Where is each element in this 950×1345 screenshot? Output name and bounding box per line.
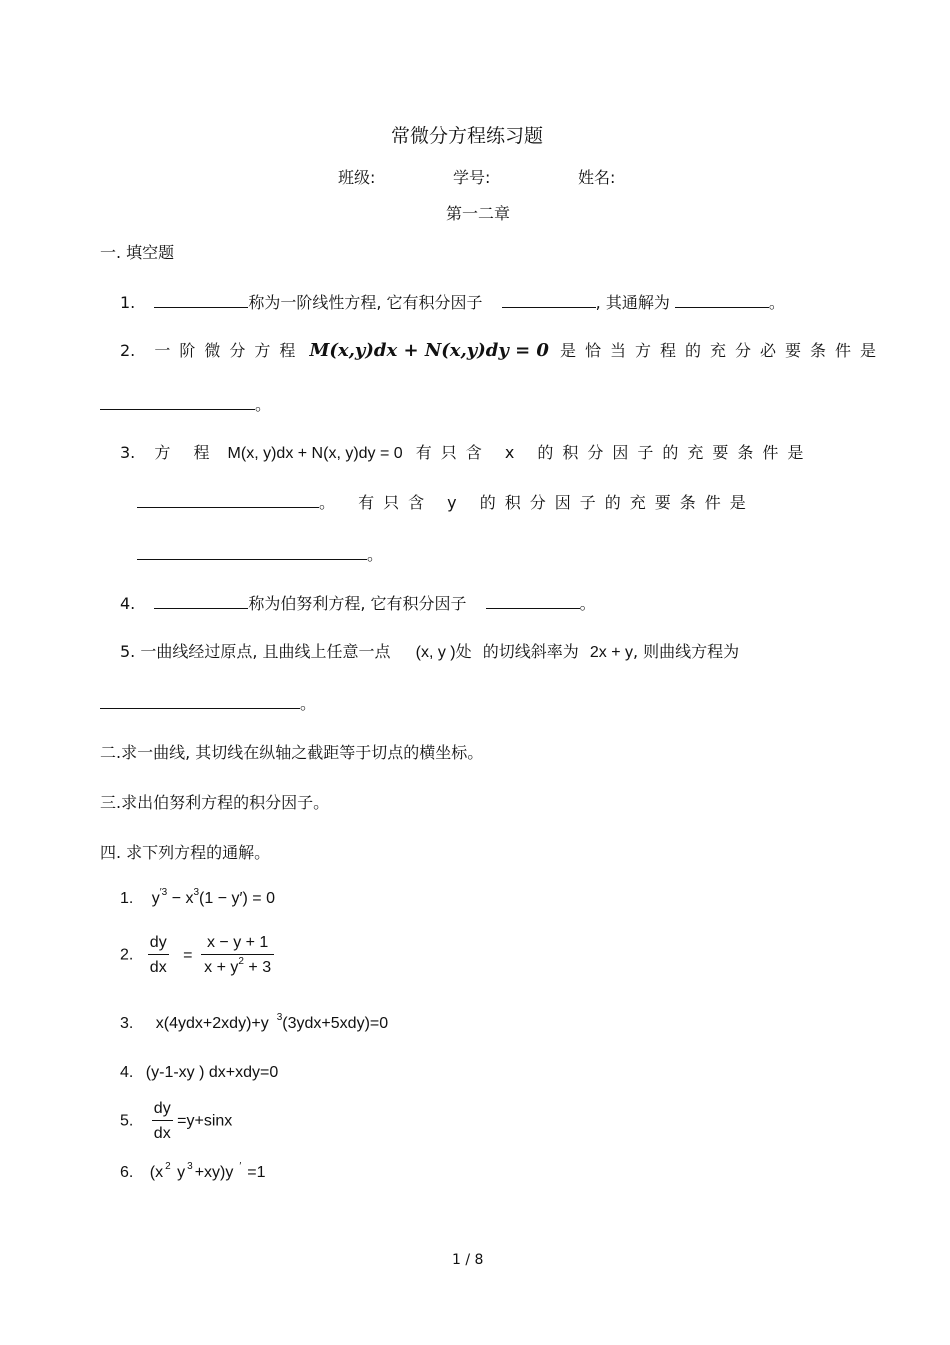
fraction-denominator: dx (149, 959, 167, 976)
question-1-1 (120, 290, 785, 313)
superscript: 2 (165, 1161, 171, 1172)
question-number: 4. (120, 594, 136, 613)
section-3-question: 三.求出伯努利方程的积分因子。 (100, 793, 330, 812)
question-text: , 其通解为 (595, 293, 670, 312)
problem-number: 4. (120, 1064, 134, 1081)
problem-number: 5. (120, 1112, 134, 1130)
math-term: − x (171, 890, 194, 907)
answer-blank (154, 290, 248, 308)
math-term: =1 (247, 1164, 266, 1181)
derivative-fraction (148, 934, 169, 977)
answer-blank (675, 290, 769, 308)
chapter-heading: 第一二章 (446, 204, 511, 223)
class-label: 班级: (338, 168, 376, 187)
question-1-3 (120, 440, 812, 463)
fraction-denominator: dx (153, 1125, 171, 1142)
question-number: 5. (120, 642, 136, 661)
page-number: 1 / 8 (452, 1252, 484, 1268)
superscript: 3 (187, 1161, 193, 1172)
math-term: (y-1-xy ) dx+xdy=0 (145, 1064, 279, 1081)
answer-blank (100, 392, 255, 410)
question-text: 处 (455, 642, 472, 661)
problem-number: 1. (120, 890, 134, 907)
problem-4-1 (120, 887, 275, 908)
math-term: x + y (204, 959, 239, 976)
superscript: 3 (276, 1012, 283, 1023)
answer-blank (502, 290, 596, 308)
question-text: 称为一阶线性方程, 它有积分因子 (248, 293, 483, 312)
question-text: 的切线斜率为 (482, 642, 579, 661)
section-1-heading: 一. 填空题 (100, 243, 175, 262)
question-1-2 (120, 338, 885, 361)
question-end: 。 (255, 395, 272, 414)
question-end: 。 (367, 545, 384, 564)
rhs-fraction (201, 934, 274, 977)
point-formula: (x, y ) (415, 644, 456, 661)
question-number: 1. (120, 293, 136, 312)
page-title: 常微分方程练习题 (391, 125, 544, 147)
fraction-numerator: x − y + 1 (201, 934, 274, 955)
math-term: x(4ydx+2xdy)+y (155, 1015, 269, 1032)
answer-blank (486, 591, 580, 609)
question-1-5 (120, 639, 739, 662)
superscript: 2 (238, 956, 244, 967)
answer-line-1-2 (100, 392, 271, 415)
math-term: y (151, 890, 160, 907)
question-1-3-cont (137, 490, 755, 513)
answer-line-1-5 (100, 691, 316, 714)
problem-number: 6. (120, 1164, 134, 1181)
exact-equation-formula: M(x,y)dx + N(x,y)dy = 0 (309, 340, 549, 361)
answer-blank (154, 591, 248, 609)
math-term: y (177, 1164, 186, 1181)
math-term: +xy)y (194, 1164, 234, 1181)
problem-4-6 (120, 1161, 266, 1182)
section-2-question: 二.求一曲线, 其切线在纵轴之截距等于切点的横坐标。 (100, 743, 484, 762)
section-4-heading: 四. 求下列方程的通解。 (100, 843, 271, 862)
problem-number: 2. (120, 946, 134, 964)
superscript: ′3 (159, 887, 168, 898)
question-text: 是恰当方程的充分必要条件是 (560, 341, 886, 360)
problem-4-4 (120, 1064, 278, 1082)
answer-blank (137, 490, 319, 508)
answer-blank (100, 691, 300, 709)
question-end: 。 (579, 594, 596, 613)
fraction-numerator: dy (148, 934, 169, 955)
question-text: , 则曲线方程为 (633, 642, 740, 661)
question-end: 。 (300, 694, 317, 713)
slope-formula: 2x + y (589, 644, 633, 661)
name-label: 姓名: (578, 168, 616, 187)
answer-blank (137, 542, 367, 560)
fraction-numerator: dy (152, 1100, 173, 1121)
question-text: 。 有只含 y 的积分因子的充要条件是 (319, 493, 755, 512)
question-text: 称为伯努利方程, 它有积分因子 (248, 594, 467, 613)
derivative-fraction (152, 1100, 173, 1143)
student-id-label: 学号: (453, 168, 491, 187)
question-end: 。 (768, 293, 785, 312)
math-term: (1 − y′) = 0 (199, 890, 275, 907)
question-text: 有只含 x 的积分因子的充要条件是 (415, 443, 813, 462)
math-term: (3ydx+5xdy)=0 (282, 1015, 389, 1032)
question-number: 2. (120, 341, 136, 360)
question-text: 一曲线经过原点, 且曲线上任意一点 (140, 642, 391, 661)
equation-formula: M(x, y)dx + N(x, y)dy = 0 (227, 445, 403, 462)
math-term: (x (149, 1164, 164, 1181)
question-text: 一阶微分方程 (154, 341, 305, 360)
problem-4-2 (120, 934, 274, 977)
problem-number: 3. (120, 1015, 134, 1032)
fraction-denominator (201, 955, 274, 977)
math-term: + 3 (248, 959, 272, 976)
answer-line-1-3 (137, 542, 383, 565)
superscript: ′ (239, 1161, 242, 1172)
question-number: 3. (120, 443, 136, 462)
question-text: 方 程 (154, 443, 219, 462)
math-term: =y+sinx (177, 1112, 233, 1130)
equals-sign: = (183, 946, 193, 964)
problem-4-5 (120, 1100, 232, 1143)
problem-4-3 (120, 1012, 389, 1033)
superscript: 3 (193, 887, 200, 898)
question-1-4 (120, 591, 596, 614)
